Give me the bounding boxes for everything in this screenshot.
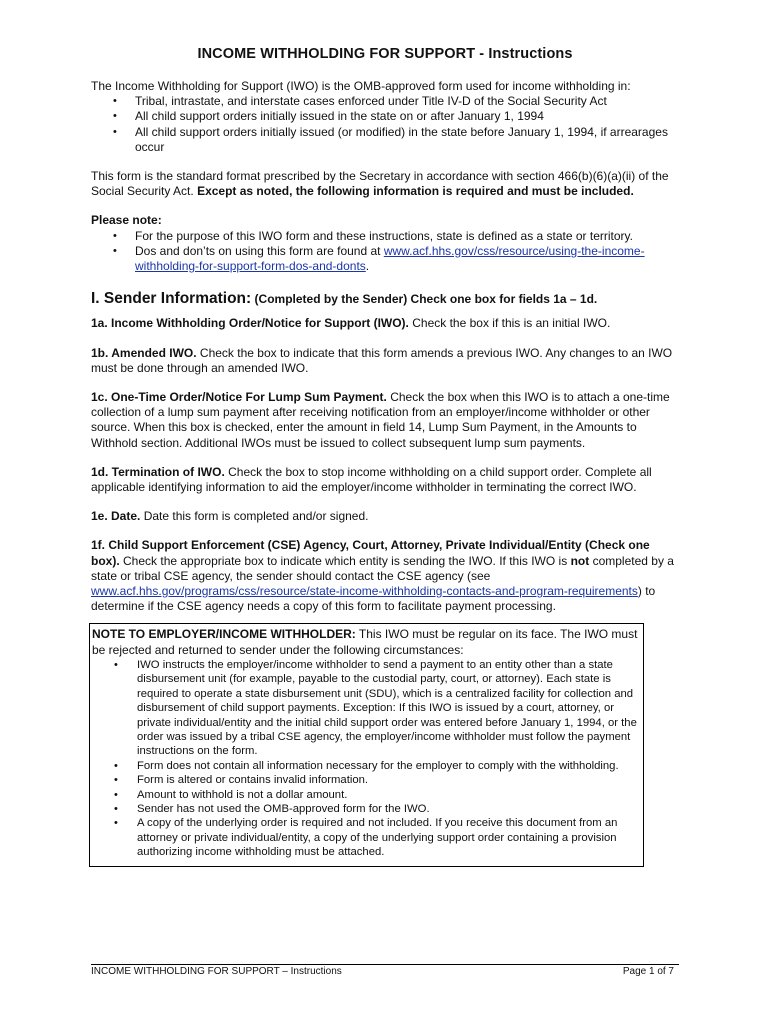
list-item: • IWO instructs the employer/income withholder to send a payment to an entity other than a state disbursement unit (for example, payable to the custodial party, court, or attorney). Each state is required to operate a state disbursement unit (SDU), which is a centralized facility for collection and disbursement of child support payments. Exception: If this IWO is issued by a court, attorney, or private individual/entity and the initial child support order was entered before January 1, 1994, or the order was issued by a tribal CSE agency, the employer/income withholder must follow the payment instructions on the form.	[137, 658, 639, 759]
note-intro	[90, 627, 639, 657]
section-title: I. Sender Information:	[91, 290, 252, 308]
note-to-employer-box	[89, 623, 644, 866]
field-1f-text-2: completed by a state or tribal CSE agency, the sender should contact the CSE agency (see	[91, 553, 674, 583]
list-item: • All child support orders initially issued in the state on or after January 1, 1994	[135, 109, 676, 124]
field-1a-text: Check the box if this is an initial IWO.	[412, 316, 611, 331]
dos-donts-link[interactable]: www.acf.hhs.gov/css/resource/using-the-income-withholding-for-support-form-dos-and-donts	[135, 243, 645, 274]
page-title: INCOME WITHHOLDING FOR SUPPORT - Instructions	[197, 46, 573, 62]
dos-donts-text: Dos and don’ts on using this form are found at	[135, 243, 384, 258]
field-1b-label: 1b. Amended IWO.	[91, 345, 197, 360]
field-1c	[91, 390, 676, 451]
intro-lead: The Income Withholding for Support (IWO) is the OMB-approved form used for income withholding in:	[91, 79, 631, 93]
field-1c-label: 1c. One-Time Order/Notice For Lump Sum Payment.	[91, 390, 387, 405]
field-1f-text-3: ) to determine if the CSE agency needs a copy of this form to facilitate payment processing.	[91, 584, 656, 614]
format-bold-text: Except as noted, the following information is required and must be included.	[197, 184, 634, 199]
field-1b	[91, 346, 676, 376]
list-item: • Amount to withhold is not a dollar amount.	[137, 788, 639, 802]
list-item	[135, 244, 676, 274]
format-paragraph	[91, 169, 676, 199]
field-1e	[91, 509, 676, 524]
period: .	[365, 259, 370, 274]
field-1f-not: not	[570, 553, 590, 568]
field-1f-label: 1f. Child Support Enforcement (CSE) Agency, Court, Attorney, Private Individual/Entity (Check one box).	[91, 538, 650, 568]
document-body	[91, 79, 676, 867]
field-1d-text: Check the box to stop income withholding on a child support order. Complete all applicable identifying information to aid the employer/income withholder in terminating the correct IWO.	[91, 464, 652, 495]
footer-divider	[91, 964, 679, 965]
section-heading	[91, 291, 676, 307]
note-list	[90, 658, 639, 860]
please-note-heading: Please note:	[91, 213, 162, 228]
format-text: This form is the standard format prescribed by the Secretary in accordance with section 466(b)(6)(a)(ii) of the Social Security Act.	[91, 169, 669, 199]
list-item: • Form is altered or contains invalid information.	[137, 773, 639, 787]
list-item: • A copy of the underlying order is required and not included. If you receive this document from an attorney or private individual/entity, a copy of the underlying support order containing a provision authorizing income withholding must be attached.	[137, 816, 639, 859]
footer-title: INCOME WITHHOLDING FOR SUPPORT – Instructions	[91, 966, 342, 977]
field-1c-text: Check the box when this IWO is to attach a one-time collection of a lump sum payment after receiving notification from an employer/income withholder or other source. When this box is checked, enter the amount in field 14, Lump Sum Payment, in the Amounts to Withhold section. Additional IWOs must be issued to collect subsequent lump sum payments.	[91, 390, 670, 450]
field-1d	[91, 465, 676, 495]
intro-list	[91, 94, 676, 155]
list-item: • Tribal, intrastate, and interstate cases enforced under Title IV-D of the Social Security Act	[135, 94, 676, 109]
please-note-list	[91, 229, 676, 275]
cse-contacts-link[interactable]: www.acf.hhs.gov/programs/css/resource/state-income-withholding-contacts-and-program-requirements	[91, 584, 638, 599]
field-1a	[91, 316, 676, 331]
field-1b-text: Check the box to indicate that this form amends a previous IWO. Any changes to an IWO must be done through an amended IWO.	[91, 345, 673, 375]
field-1e-label: 1e. Date.	[91, 509, 141, 524]
list-item: • For the purpose of this IWO form and these instructions, state is defined as a state or territory.	[135, 229, 676, 244]
field-1f-text: Check the appropriate box to indicate which entity is sending the IWO. If this IWO is	[123, 553, 568, 568]
list-item: • Form does not contain all information necessary for the employer to comply with the withholding.	[137, 759, 639, 773]
page-number: Page 1 of 7	[622, 966, 674, 977]
list-item: • Sender has not used the OMB-approved form for the IWO.	[137, 802, 639, 816]
field-1d-label: 1d. Termination of IWO.	[91, 464, 225, 479]
list-item: • All child support orders initially issued (or modified) in the state before January 1, 1994, if arrearages occur	[135, 125, 676, 155]
field-1f	[91, 538, 676, 614]
note-heading: NOTE TO EMPLOYER/INCOME WITHHOLDER:	[92, 627, 356, 642]
field-1a-label: 1a. Income Withholding Order/Notice for Support (IWO).	[91, 316, 409, 331]
note-text: This IWO must be regular on its face. The IWO must be rejected and returned to sender under the following circumstances:	[92, 627, 638, 657]
section-subtitle: (Completed by the Sender) Check one box for fields 1a – 1d.	[254, 292, 598, 307]
field-1e-text: Date this form is completed and/or signed.	[143, 509, 369, 524]
